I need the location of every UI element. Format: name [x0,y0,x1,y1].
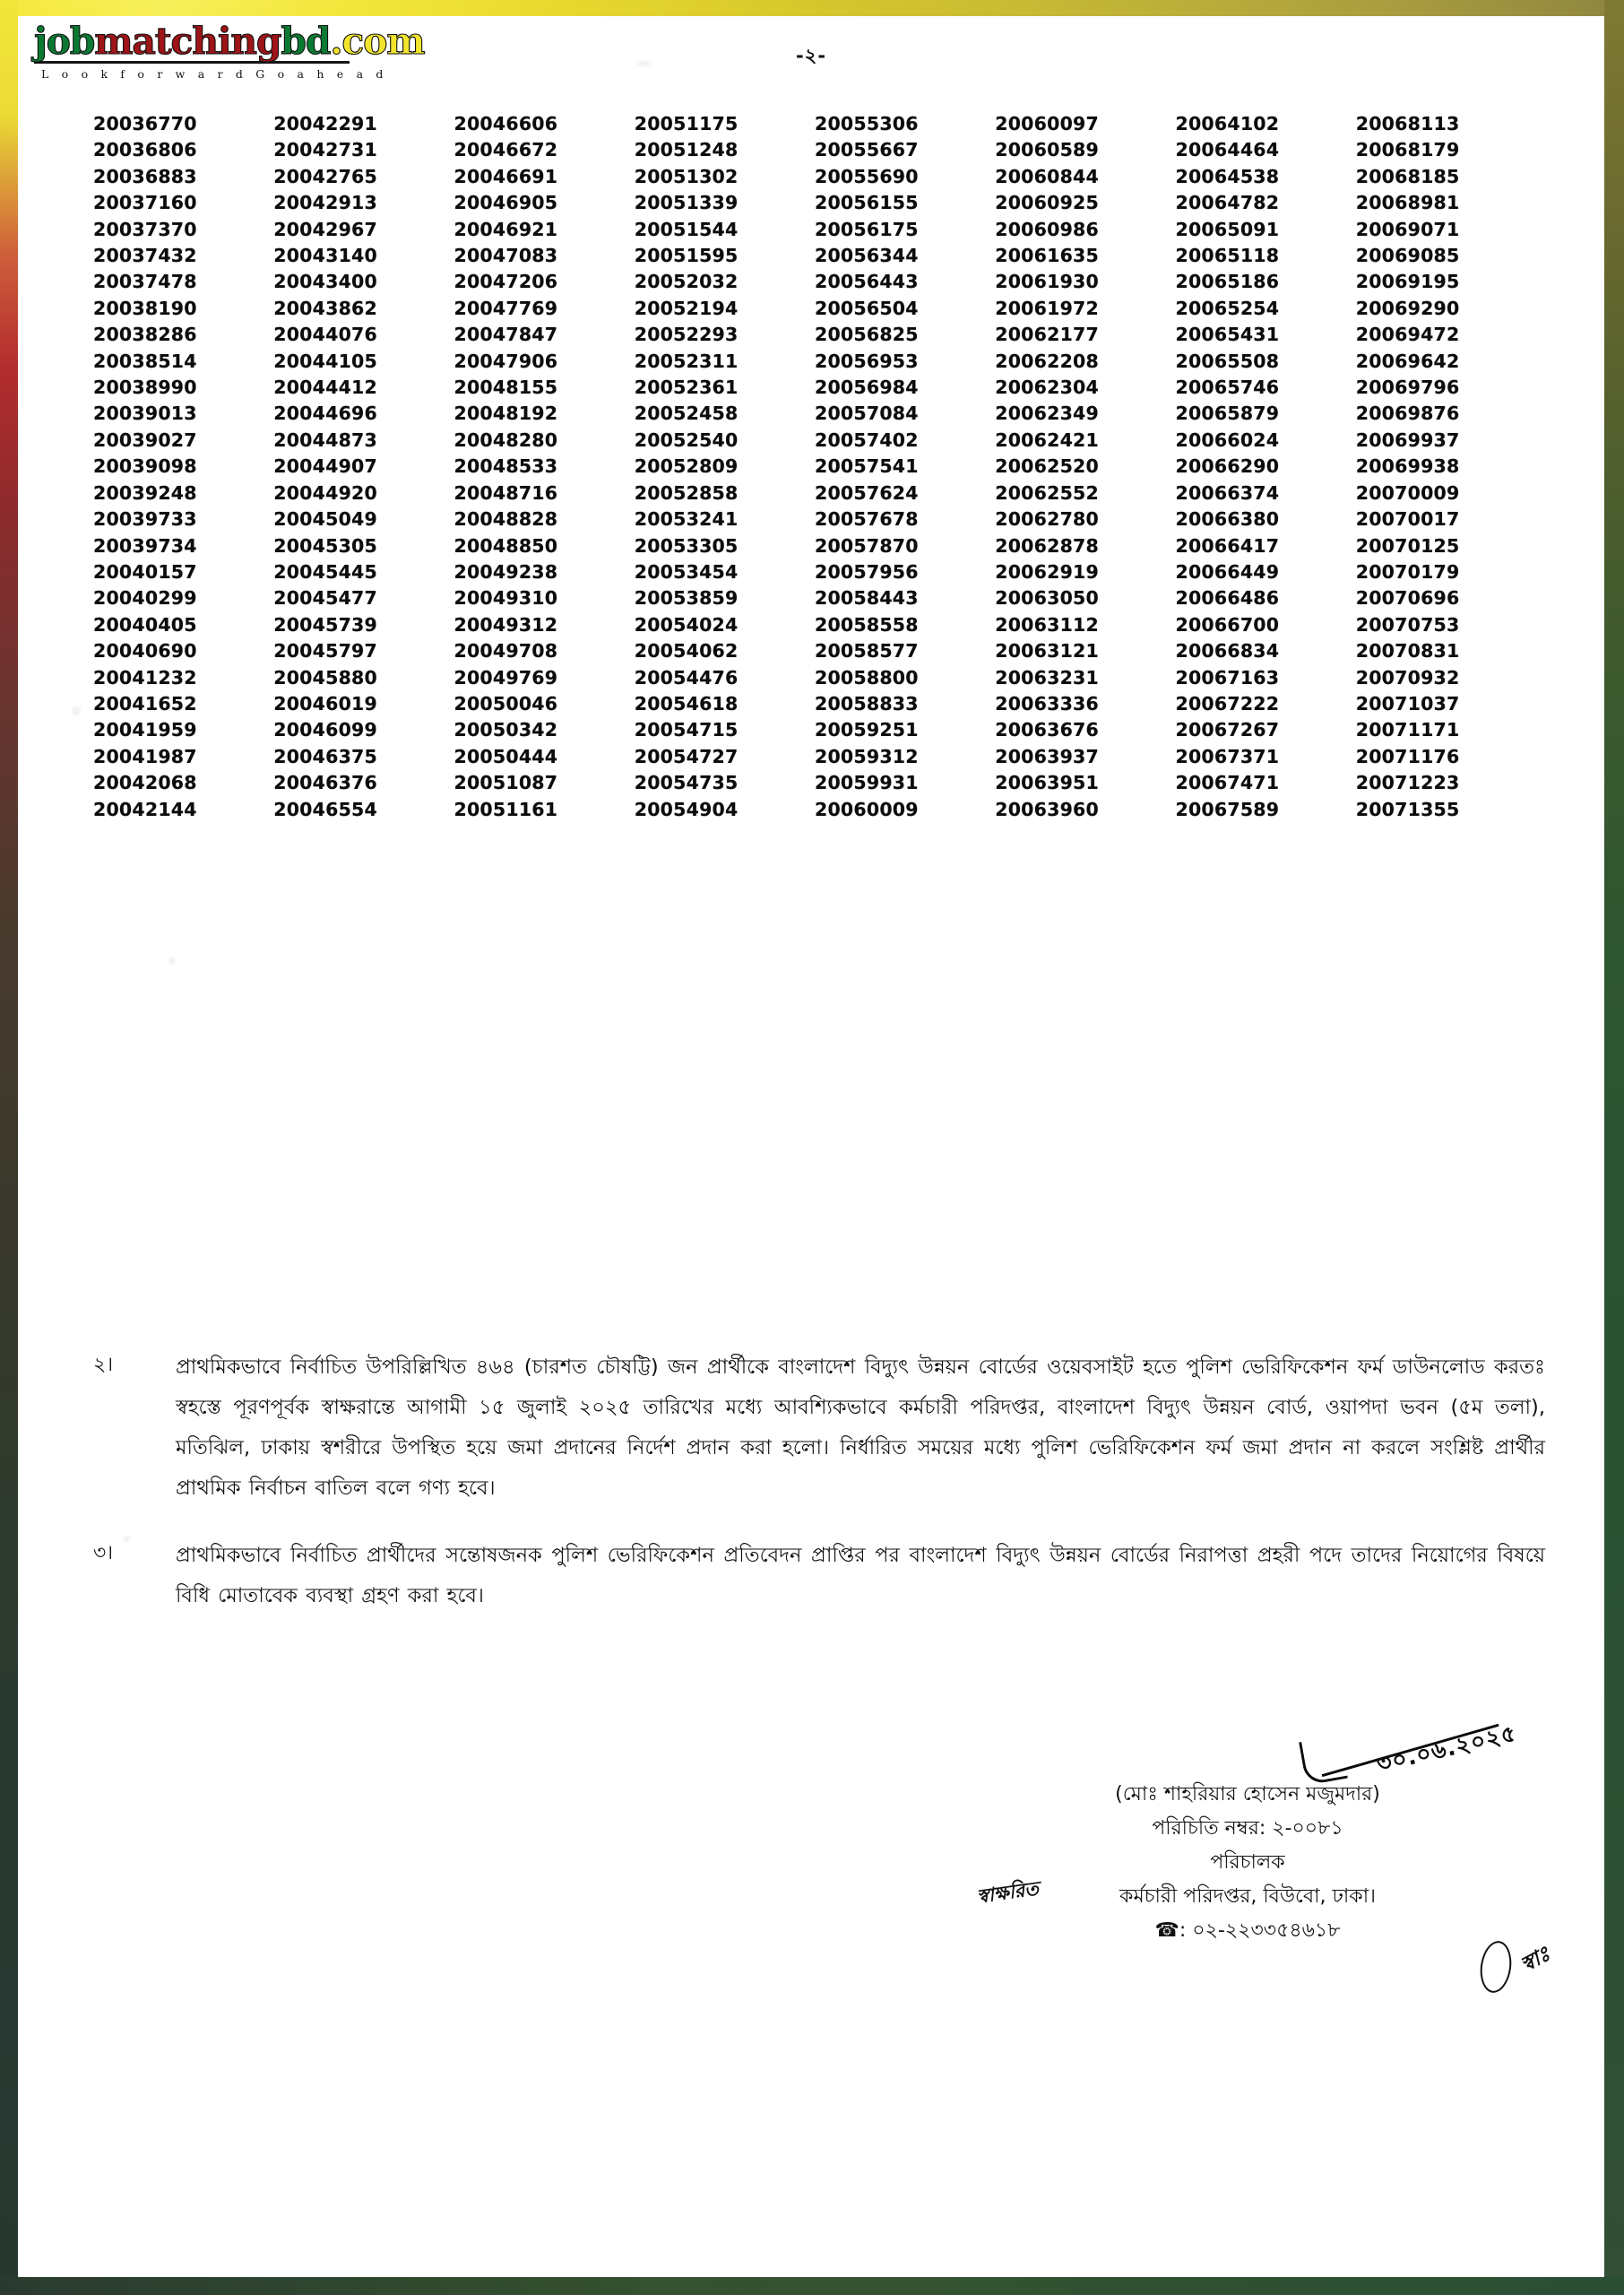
roll-number-cell: 20038514 [93,350,197,372]
roll-number-cell: 20063112 [995,613,1099,636]
roll-number-cell: 20045797 [273,640,377,663]
roll-number-cell: 20056344 [815,245,919,267]
roll-number-cell: 20062878 [995,534,1099,557]
roll-number-cell: 20070125 [1355,534,1460,557]
roll-number-cell: 20060589 [995,139,1099,161]
roll-number-cell: 20051248 [634,139,739,161]
roll-number-cell: 20066024 [1175,429,1280,451]
roll-number-cell: 20060097 [995,113,1099,134]
roll-number-cell: 20066700 [1175,613,1280,636]
roll-number-cell: 20066449 [1175,560,1280,583]
roll-number-grid [93,111,1536,823]
roll-number-cell: 20069290 [1355,297,1460,319]
roll-number-cell: 20070179 [1355,560,1460,583]
roll-number-cell: 20057678 [815,508,919,531]
signatory-office: কর্মচারী পরিদপ্তর, বিউবো, ঢাকা। [1119,1885,1376,1908]
roll-number-cell: 20046099 [273,719,377,741]
roll-number-cell: 20042144 [93,798,197,820]
roll-number-cell: 20063231 [995,666,1099,688]
roll-number-cell: 20065091 [1175,218,1280,240]
roll-number-cell: 20051339 [634,192,739,214]
roll-number-cell: 20054618 [634,692,739,714]
roll-number-cell: 20051544 [634,218,739,240]
roll-number-cell: 20042967 [273,218,377,240]
roll-number-cell: 20044412 [273,377,377,399]
roll-number-cell: 20069642 [1355,350,1460,372]
roll-number-cell: 20045739 [273,613,377,636]
roll-number-cell: 20055306 [815,113,919,134]
roll-number-cell: 20069071 [1355,218,1460,240]
roll-number-cell: 20046691 [454,165,558,187]
roll-number-cell: 20044076 [273,324,377,346]
roll-number-cell: 20045880 [273,666,377,688]
roll-number-cell: 20049310 [454,587,558,610]
signature-initial-right: স্বাঃ [1516,1941,1554,1978]
roll-number-cell: 20039248 [93,481,197,504]
roll-number-cell: 20045049 [273,508,377,531]
roll-number-cell: 20060844 [995,165,1099,187]
roll-number-cell: 20039098 [93,455,197,478]
roll-number-cell: 20069195 [1355,271,1460,293]
logo-tagline: L o o k f o r w a r d G o a h e a d [41,67,388,81]
roll-number-cell: 20061635 [995,245,1099,267]
roll-number-cell: 20053454 [634,560,739,583]
roll-number-cell: 20057956 [815,560,919,583]
roll-number-cell: 20056504 [815,297,919,319]
roll-number-cell: 20050046 [454,692,558,714]
roll-number-cell: 20045305 [273,534,377,557]
roll-number-cell: 20052858 [634,481,739,504]
roll-number-cell: 20070017 [1355,508,1460,531]
roll-number-cell: 20069085 [1355,245,1460,267]
paragraph-number: ২। [93,1354,114,1376]
signatory-name: (মোঃ শাহরিয়ার হোসেন মজুমদার) [1115,1783,1380,1806]
roll-number-cell: 20054727 [634,745,739,767]
logo-part-job: job [34,20,95,63]
roll-number-cell: 20042291 [273,113,377,134]
roll-number-cell: 20063050 [995,587,1099,610]
paragraph-text: প্রাথমিকভাবে নির্বাচিত উপরিল্লিখিত ৪৬৪ (চারশত চৌষট্টি) জন প্রার্থীকে বাংলাদেশ বিদ্যুৎ উন্নয়ন বোর্ডের ওয়েবসাইট হতে পুলিশ ভেরিফিকেশন ফর্ম ডাউনলোড করতঃ স্বহস্তে পূরণপূর্বক স্বাক্ষরান্তে আগামী ১৫ জুলাই ২০২৫ তারিখের মধ্যে আবশ্যিকভাবে কর্মচারী পরিদপ্তর, বাংলাদেশ বিদ্যুৎ উন্নয়ন বোর্ড, ওয়াপদা ভবন (৫ম তলা), মতিঝিল, ঢাকায় স্বশরীরে উপস্থিত হয়ে জমা প্রদানের নির্দেশ প্রদান করা হলো। নির্ধারিত সময়ের মধ্যে পুলিশ ভেরিফিকেশন ফর্ম জমা প্রদান না করলে সংশ্লিষ্ট প্রার্থীর প্রাথমিক নির্বাচন বাতিল বলে গণ্য হবে। [176,1355,1545,1500]
roll-number-cell: 20042068 [93,772,197,794]
roll-number-cell: 20036770 [93,113,197,134]
roll-number-cell: 20066290 [1175,455,1280,478]
roll-number-cell: 20040405 [93,613,197,636]
page-border-right [1604,0,1624,2295]
signature-date: ৩০.০৬.২০২৫ [1374,1719,1519,1778]
roll-number-cell: 20039027 [93,429,197,451]
page-number: -২- [795,45,827,66]
roll-number-cell: 20060009 [815,798,919,820]
roll-number-cell: 20036806 [93,139,197,161]
notice-paragraph [93,1536,1545,1616]
roll-number-cell: 20065746 [1175,377,1280,399]
roll-number-cell: 20047906 [454,350,558,372]
roll-number-cell: 20070753 [1355,613,1460,636]
roll-number-cell: 20040299 [93,587,197,610]
roll-number-cell: 20062349 [995,403,1099,425]
page-border-left [0,0,18,2295]
roll-number-cell: 20070009 [1355,481,1460,504]
roll-number-cell: 20059931 [815,772,919,794]
notice-paragraph [93,1347,1545,1509]
roll-number-cell: 20064782 [1175,192,1280,214]
roll-number-cell: 20041652 [93,692,197,714]
roll-number-cell: 20054715 [634,719,739,741]
roll-number-cell: 20057624 [815,481,919,504]
roll-number-cell: 20039013 [93,403,197,425]
logo-part-matching: matching [94,20,281,63]
roll-number-cell: 20052809 [634,455,739,478]
roll-number-cell: 20066417 [1175,534,1280,557]
roll-number-cell: 20046672 [454,139,558,161]
signatory-id: পরিচিতি নম্বর: ২-০০৮১ [1152,1817,1343,1840]
roll-number-cell: 20064102 [1175,113,1280,134]
roll-number-cell: 20065118 [1175,245,1280,267]
roll-number-cell: 20044105 [273,350,377,372]
roll-number-cell: 20070932 [1355,666,1460,688]
roll-number-cell: 20064464 [1175,139,1280,161]
roll-number-cell: 20036883 [93,165,197,187]
paragraph-number: ৩। [93,1542,114,1564]
roll-number-cell: 20058577 [815,640,919,663]
roll-number-cell: 20060925 [995,192,1099,214]
roll-number-cell: 20044920 [273,481,377,504]
roll-number-cell: 20052311 [634,350,739,372]
signatory-designation: পরিচালক [1210,1851,1285,1874]
roll-number-cell: 20057084 [815,403,919,425]
signature-initial-left: স্বাক্ষরিত [975,1876,1041,1908]
roll-number-cell: 20051175 [634,113,739,134]
roll-number-cell: 20056155 [815,192,919,214]
roll-number-cell: 20068179 [1355,139,1460,161]
roll-number-cell: 20044873 [273,429,377,451]
roll-number-cell: 20058558 [815,613,919,636]
roll-number-cell: 20038990 [93,377,197,399]
roll-number-cell: 20049708 [454,640,558,663]
roll-number-cell: 20051302 [634,165,739,187]
roll-number-cell: 20063960 [995,798,1099,820]
scan-speck [168,957,176,965]
roll-number-cell: 20066380 [1175,508,1280,531]
roll-number-cell: 20053859 [634,587,739,610]
roll-number-cell: 20049238 [454,560,558,583]
roll-number-cell: 20051161 [454,798,558,820]
roll-number-cell: 20045445 [273,560,377,583]
roll-number-cell: 20042913 [273,192,377,214]
roll-number-cell: 20059251 [815,719,919,741]
roll-number-cell: 20066486 [1175,587,1280,610]
roll-number-cell: 20067267 [1175,719,1280,741]
roll-number-cell: 20048850 [454,534,558,557]
roll-number-cell: 20052458 [634,403,739,425]
roll-number-cell: 20042765 [273,165,377,187]
roll-number-cell: 20062919 [995,560,1099,583]
roll-number-cell: 20051087 [454,772,558,794]
document-page [18,16,1604,2277]
roll-number-cell: 20071176 [1355,745,1460,767]
logo-part-com: .com [330,20,425,63]
roll-number-cell: 20037160 [93,192,197,214]
roll-number-cell: 20058800 [815,666,919,688]
scan-speck [72,706,81,715]
roll-number-cell: 20049769 [454,666,558,688]
roll-number-cell: 20067589 [1175,798,1280,820]
roll-number-cell: 20037370 [93,218,197,240]
roll-number-cell: 20047847 [454,324,558,346]
page-border-top [0,0,1624,16]
roll-number-cell: 20039733 [93,508,197,531]
roll-number-cell: 20067371 [1175,745,1280,767]
roll-number-cell: 20065254 [1175,297,1280,319]
roll-number-cell: 20062780 [995,508,1099,531]
roll-number-cell: 20040157 [93,560,197,583]
roll-number-cell: 20061930 [995,271,1099,293]
roll-number-cell: 20055690 [815,165,919,187]
roll-number-cell: 20037478 [93,271,197,293]
roll-number-cell: 20054062 [634,640,739,663]
logo-part-bd: bd [281,20,331,63]
roll-number-cell: 20064538 [1175,165,1280,187]
roll-number-cell: 20052194 [634,297,739,319]
roll-number-cell: 20052540 [634,429,739,451]
roll-number-cell: 20053241 [634,508,739,531]
roll-number-cell: 20057541 [815,455,919,478]
roll-number-cell: 20067222 [1175,692,1280,714]
roll-number-cell: 20048533 [454,455,558,478]
roll-number-cell: 20045477 [273,587,377,610]
roll-number-cell: 20046376 [273,772,377,794]
roll-number-cell: 20043400 [273,271,377,293]
signatory-phone: ☎: ০২-২২৩৩৫৪৬১৮ [1154,1919,1341,1942]
roll-number-cell: 20048828 [454,508,558,531]
roll-number-cell: 20044696 [273,403,377,425]
signature-block [961,1719,1554,1978]
roll-number-cell: 20048716 [454,481,558,504]
roll-number-cell: 20038286 [93,324,197,346]
roll-number-cell: 20069472 [1355,324,1460,346]
roll-number-cell: 20070696 [1355,587,1460,610]
roll-number-cell: 20056175 [815,218,919,240]
roll-number-cell: 20039734 [93,534,197,557]
roll-number-cell: 20071037 [1355,692,1460,714]
roll-number-cell: 20069938 [1355,455,1460,478]
roll-number-cell: 20046554 [273,798,377,820]
roll-number-cell: 20054024 [634,613,739,636]
roll-number-cell: 20071355 [1355,798,1460,820]
roll-number-cell: 20049312 [454,613,558,636]
roll-number-cell: 20053305 [634,534,739,557]
roll-number-cell: 20047769 [454,297,558,319]
roll-number-cell: 20047206 [454,271,558,293]
roll-number-cell: 20063951 [995,772,1099,794]
roll-number-cell: 20070831 [1355,640,1460,663]
roll-number-cell: 20063676 [995,719,1099,741]
roll-number-cell: 20065186 [1175,271,1280,293]
roll-number-cell: 20068981 [1355,192,1460,214]
roll-number-cell: 20052032 [634,271,739,293]
roll-number-cell: 20062304 [995,377,1099,399]
roll-number-cell: 20038190 [93,297,197,319]
paragraph-text: প্রাথমিকভাবে নির্বাচিত প্রার্থীদের সন্তোষজনক পুলিশ ভেরিফিকেশন প্রতিবেদন প্রাপ্তির পর বাংলাদেশ বিদ্যুৎ উন্নয়ন বোর্ডের নিরাপত্তা প্রহরী পদে তাদের নিয়োগের বিষয়ে বিধি মোতাবেক ব্যবস্থা গ্রহণ করা হবে। [176,1544,1545,1607]
roll-number-cell: 20048192 [454,403,558,425]
roll-number-cell: 20054904 [634,798,739,820]
roll-number-cell: 20040690 [93,640,197,663]
notice-body [93,1347,1545,1643]
roll-number-cell: 20066374 [1175,481,1280,504]
roll-number-cell: 20066834 [1175,640,1280,663]
roll-number-cell: 20055667 [815,139,919,161]
roll-number-cell: 20067471 [1175,772,1280,794]
roll-number-cell: 20065879 [1175,403,1280,425]
roll-number-cell: 20056825 [815,324,919,346]
roll-number-cell: 20043140 [273,245,377,267]
roll-number-cell: 20041987 [93,745,197,767]
roll-number-cell: 20062552 [995,481,1099,504]
roll-number-cell: 20050444 [454,745,558,767]
roll-number-cell: 20062177 [995,324,1099,346]
roll-number-cell: 20046606 [454,113,558,134]
roll-number-cell: 20050342 [454,719,558,741]
roll-number-cell: 20059312 [815,745,919,767]
roll-number-cell: 20047083 [454,245,558,267]
roll-number-cell: 20054735 [634,772,739,794]
roll-number-cell: 20051595 [634,245,739,267]
roll-number-cell: 20042731 [273,139,377,161]
roll-number-cell: 20071171 [1355,719,1460,741]
roll-number-cell: 20067163 [1175,666,1280,688]
roll-number-cell: 20052293 [634,324,739,346]
roll-number-cell: 20062208 [995,350,1099,372]
page-border-bottom [0,2277,1624,2295]
roll-number-cell: 20063336 [995,692,1099,714]
roll-number-cell: 20065431 [1175,324,1280,346]
roll-number-cell: 20052361 [634,377,739,399]
roll-number-cell: 20048280 [454,429,558,451]
roll-number-cell: 20043862 [273,297,377,319]
roll-number-cell: 20068113 [1355,113,1460,134]
roll-number-cell: 20071223 [1355,772,1460,794]
roll-number-cell: 20062520 [995,455,1099,478]
roll-number-cell: 20065508 [1175,350,1280,372]
roll-number-cell: 20058833 [815,692,919,714]
roll-number-cell: 20056443 [815,271,919,293]
roll-number-cell: 20041959 [93,719,197,741]
roll-number-cell: 20060986 [995,218,1099,240]
roll-number-cell: 20041232 [93,666,197,688]
roll-number-cell: 20063121 [995,640,1099,663]
roll-number-cell: 20048155 [454,377,558,399]
roll-number-cell: 20069937 [1355,429,1460,451]
roll-number-cell: 20044907 [273,455,377,478]
roll-number-cell: 20046905 [454,192,558,214]
roll-number-cell: 20056953 [815,350,919,372]
roll-number-cell: 20046019 [273,692,377,714]
roll-number-cell: 20058443 [815,587,919,610]
roll-number-cell: 20063937 [995,745,1099,767]
roll-number-cell: 20046921 [454,218,558,240]
roll-number-cell: 20056984 [815,377,919,399]
roll-number-cell: 20062421 [995,429,1099,451]
roll-number-cell: 20037432 [93,245,197,267]
roll-number-cell: 20054476 [634,666,739,688]
roll-number-cell: 20057402 [815,429,919,451]
roll-number-cell: 20069876 [1355,403,1460,425]
roll-number-cell: 20046375 [273,745,377,767]
roll-number-cell: 20061972 [995,297,1099,319]
roll-number-cell: 20069796 [1355,377,1460,399]
roll-number-cell: 20057870 [815,534,919,557]
roll-number-cell: 20068185 [1355,165,1460,187]
